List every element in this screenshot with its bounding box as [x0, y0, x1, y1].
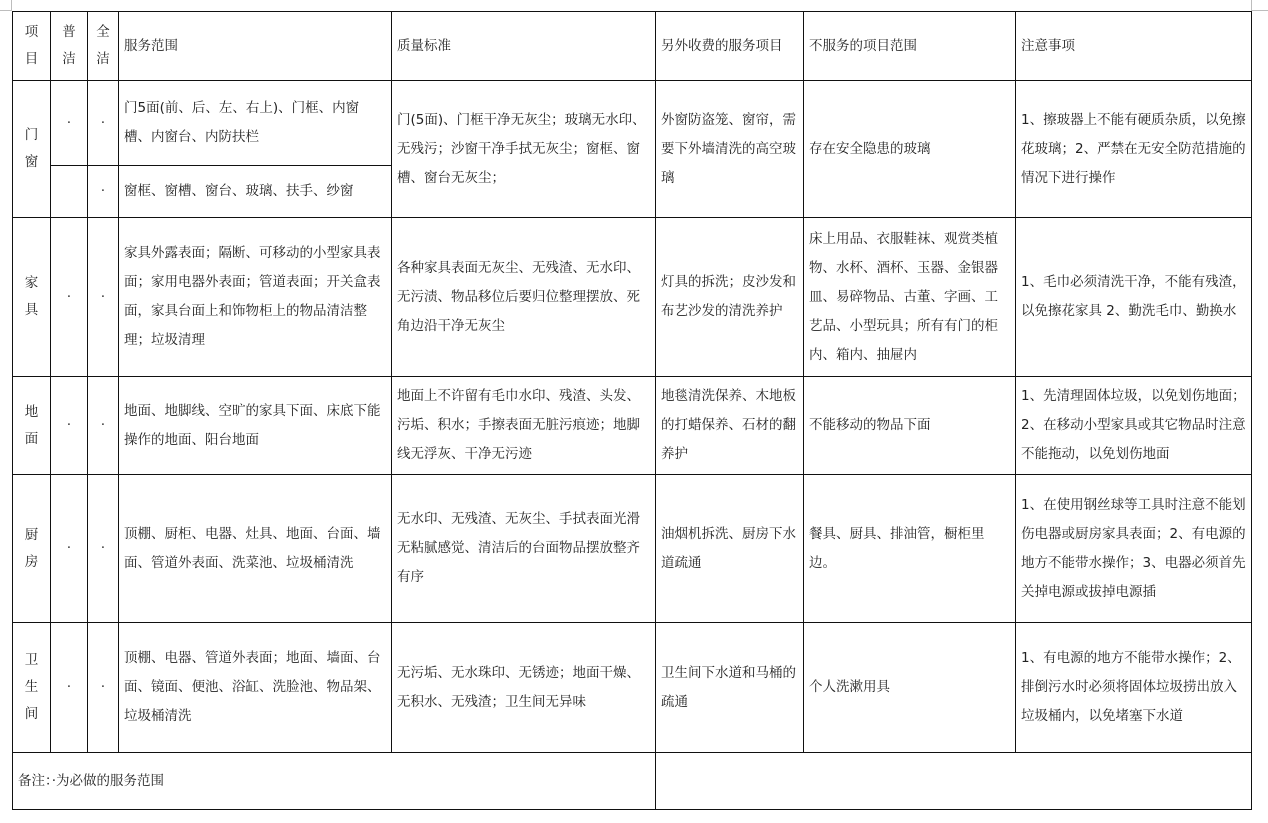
page-corner-mark-right-h — [1251, 10, 1268, 11]
row-furniture-item: 家具 — [24, 275, 39, 318]
header-quality-standard: 质量标准 — [397, 37, 451, 54]
header-excluded-cell — [804, 12, 1016, 81]
row-furniture-full-cell — [88, 218, 119, 377]
row-bathroom-scope: 顶棚、电器、管道外表面；地面、墙面、台面、镜面、便池、浴缸、洗脸池、物品架、垃圾桶清洗 — [124, 650, 381, 724]
row-doors-excluded-cell — [804, 81, 1016, 218]
row-floor-extra: 地毯清洗保养、木地板的打蜡保养、石材的翻养护 — [661, 388, 796, 462]
header-basic-clean: 普洁 — [62, 24, 76, 67]
table-header-row — [13, 12, 1252, 81]
row-floor-full-cell — [88, 377, 119, 475]
header-full-clean: 全洁 — [96, 24, 110, 67]
table-row-furniture — [13, 218, 1252, 377]
row-doors-scope-cell-a — [119, 81, 392, 166]
header-service-scope: 服务范围 — [124, 37, 178, 54]
row-bathroom-extra: 卫生间下水道和马桶的疏通 — [661, 664, 796, 710]
row-floor-item: 地面 — [24, 403, 39, 447]
row-bathroom-standard-cell — [392, 623, 656, 753]
row-bathroom-basic-mark: · — [66, 680, 72, 695]
row-bathroom-item-cell — [13, 623, 51, 753]
row-doors-notes: 1、擦玻器上不能有硬质杂质，以免擦花玻璃；2、严禁在无安全防范措施的情况下进行操作 — [1021, 111, 1246, 186]
table-row-floor — [13, 377, 1252, 475]
row-floor-excluded: 不能移动的物品下面 — [809, 417, 931, 433]
row-bathroom-item: 卫生间 — [24, 652, 39, 722]
header-extra-cell — [656, 12, 804, 81]
header-notes: 注意事项 — [1021, 37, 1075, 54]
table-row-kitchen — [13, 475, 1252, 623]
footer-empty-cell — [656, 753, 1252, 810]
row-doors-notes-cell — [1016, 81, 1252, 218]
service-scope-table — [12, 11, 1252, 810]
row-furniture-standard-cell — [392, 218, 656, 377]
row-doors-extra-cell — [656, 81, 804, 218]
row-floor-basic-cell — [51, 377, 88, 475]
row-doors-extra: 外窗防盗笼、窗帘，需要下外墙清洗的高空玻璃 — [661, 111, 796, 186]
row-bathroom-scope-cell — [119, 623, 392, 753]
row-furniture-basic-cell — [51, 218, 88, 377]
page-corner-mark-right-v — [1251, 0, 1252, 11]
row-furniture-basic-mark: · — [66, 289, 72, 305]
header-full-cell — [88, 12, 119, 81]
row-furniture-standard: 各种家具表面无灰尘、无残渣、无水印、无污渍、物品移位后要归位整理摆放、死角边沿干净无灰尘 — [397, 259, 640, 334]
row-doors-basic-cell-b — [51, 166, 88, 218]
row-furniture-notes-cell — [1016, 218, 1252, 377]
row-bathroom-notes-cell — [1016, 623, 1252, 753]
row-floor-scope-cell — [119, 377, 392, 475]
header-item: 项目 — [24, 24, 39, 67]
row-floor-extra-cell — [656, 377, 804, 475]
row-kitchen-basic-mark: · — [66, 541, 72, 556]
row-doors-full-cell-b — [88, 166, 119, 218]
row-kitchen-item-cell — [13, 475, 51, 623]
row-bathroom-excluded: 个人洗漱用具 — [809, 679, 890, 695]
row-furniture-notes: 1、毛巾必须清洗干净，不能有残渣，以免擦花家具 2、勤洗毛巾、勤换水 — [1021, 274, 1246, 319]
row-kitchen-scope-cell — [119, 475, 392, 623]
footer-remark: 备注：·为必做的服务范围 — [18, 772, 165, 789]
row-floor-item-cell — [13, 377, 51, 475]
row-kitchen-scope: 顶棚、厨柜、电器、灶具、地面、台面、墙面、管道外表面、洗菜池、垃圾桶清洗 — [124, 525, 381, 571]
header-extra-charge: 另外收费的服务项目 — [661, 37, 783, 54]
header-item-cell — [13, 12, 51, 81]
row-bathroom-extra-cell — [656, 623, 804, 753]
row-furniture-extra: 灯具的拆洗；皮沙发和布艺沙发的清洗养护 — [661, 274, 796, 319]
footer-remark-cell — [13, 753, 656, 810]
row-kitchen-notes: 1、在使用钢丝球等工具时注意不能划伤电器或厨房家具表面；2、有电源的地方不能带水操作；3、电器必须首先关掉电源或拔掉电源插 — [1021, 496, 1246, 600]
row-kitchen-full-mark: · — [100, 541, 106, 556]
row-doors-excluded: 存在安全隐患的玻璃 — [809, 140, 931, 157]
row-doors-item-cell — [13, 81, 51, 218]
row-kitchen-full-cell — [88, 475, 119, 623]
row-doors-standard-cell — [392, 81, 656, 218]
row-doors-standard: 门(5面)、门框干净无灰尘；玻璃无水印、无残污；沙窗干净手拭无灰尘；窗框、窗槽、窗台无灰尘； — [397, 111, 646, 186]
row-doors-full-mark-b: · — [100, 184, 106, 199]
header-standard-cell — [392, 12, 656, 81]
row-floor-full-mark: · — [100, 418, 106, 433]
row-doors-scope-cell-b — [119, 166, 392, 218]
row-doors-scope-b: 窗框、窗槽、窗台、玻璃、扶手、纱窗 — [124, 183, 354, 199]
row-furniture-scope-cell — [119, 218, 392, 377]
row-floor-standard-cell — [392, 377, 656, 475]
row-kitchen-notes-cell — [1016, 475, 1252, 623]
row-kitchen-excluded-cell — [804, 475, 1016, 623]
row-doors-full-cell-a — [88, 81, 119, 166]
row-kitchen-basic-cell — [51, 475, 88, 623]
row-bathroom-basic-cell — [51, 623, 88, 753]
row-bathroom-standard: 无污垢、无水珠印、无锈迹；地面干燥、无积水、无残渣；卫生间无异味 — [397, 664, 640, 710]
row-doors-scope-a: 门5面(前、后、左、右上)、门框、内窗槽、内窗台、内防扶栏 — [124, 100, 360, 145]
row-furniture-extra-cell — [656, 218, 804, 377]
row-floor-standard: 地面上不许留有毛巾水印、残渣、头发、污垢、积水；手擦表面无脏污痕迹；地脚线无浮灰、干净无污迹 — [397, 388, 640, 462]
row-furniture-scope: 家具外露表面；隔断、可移动的小型家具表面；家用电器外表面；管道表面；开关盒表面，家具台面上和饰物柜上的物品清洁整理；垃圾清理 — [124, 245, 381, 348]
row-doors-basic-mark: · — [66, 115, 72, 131]
row-furniture-full-mark: · — [100, 289, 106, 305]
header-scope-cell — [119, 12, 392, 81]
row-floor-notes-cell — [1016, 377, 1252, 475]
row-bathroom-excluded-cell — [804, 623, 1016, 753]
table-footer-row — [13, 753, 1252, 810]
row-kitchen-excluded: 餐具、厨具、排油管，橱柜里边。 — [809, 525, 985, 571]
row-doors-basic-cell — [51, 81, 88, 166]
row-bathroom-full-mark: · — [100, 680, 106, 695]
row-floor-notes: 1、先清理固体垃圾，以免划伤地面；2、在移动小型家具或其它物品时注意不能拖动，以免划伤地面 — [1021, 388, 1246, 462]
row-kitchen-standard: 无水印、无残渣、无灰尘、手拭表面光滑无粘腻感觉、清洁后的台面物品摆放整齐有序 — [397, 511, 640, 585]
row-kitchen-standard-cell — [392, 475, 656, 623]
header-excluded-scope: 不服务的项目范围 — [809, 37, 917, 54]
table-row-doors-a — [13, 81, 1252, 166]
row-floor-excluded-cell — [804, 377, 1016, 475]
row-furniture-item-cell — [13, 218, 51, 377]
page-corner-mark-left-v — [11, 0, 12, 11]
row-furniture-excluded-cell — [804, 218, 1016, 377]
row-furniture-excluded: 床上用品、衣服鞋袜、观赏类植物、水杯、酒杯、玉器、金银器皿、易碎物品、古董、字画、工艺品、小型玩具；所有有门的柜内、箱内、抽屉内 — [809, 230, 998, 363]
row-bathroom-full-cell — [88, 623, 119, 753]
row-doors-full-mark-a: · — [100, 115, 106, 131]
row-floor-scope: 地面、地脚线、空旷的家具下面、床底下能操作的地面、阳台地面 — [124, 402, 381, 448]
row-doors-item: 门窗 — [24, 127, 39, 170]
row-kitchen-item: 厨房 — [24, 526, 39, 570]
row-floor-basic-mark: · — [66, 418, 72, 433]
row-bathroom-notes: 1、有电源的地方不能带水操作；2、排倒污水时必须将固体垃圾捞出放入垃圾桶内，以免堵塞下水道 — [1021, 650, 1241, 724]
header-basic-cell — [51, 12, 88, 81]
row-kitchen-extra: 油烟机拆洗、厨房下水道疏通 — [661, 525, 796, 571]
row-kitchen-extra-cell — [656, 475, 804, 623]
header-notes-cell — [1016, 12, 1252, 81]
table-row-bathroom — [13, 623, 1252, 753]
